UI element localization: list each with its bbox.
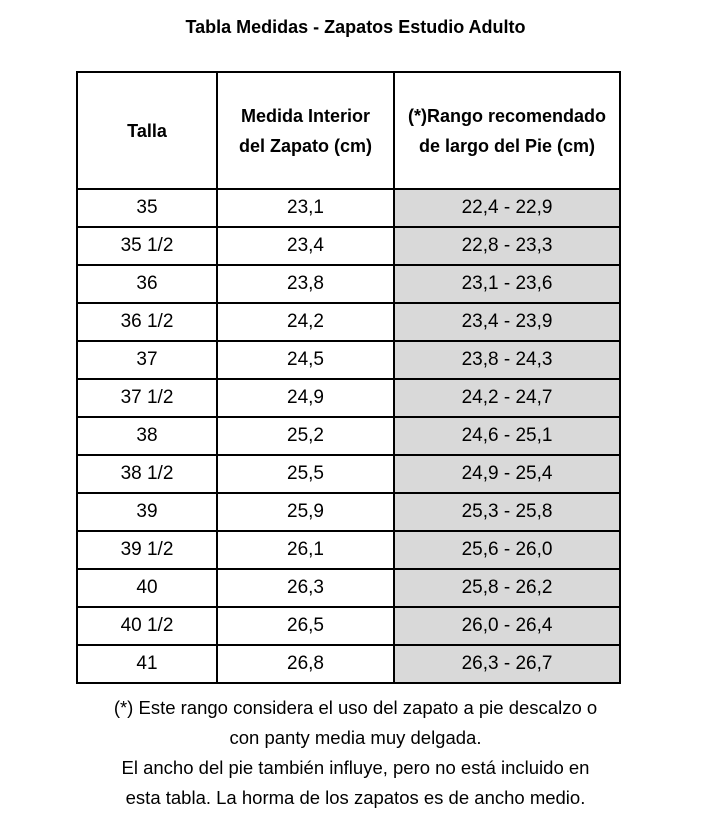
table-row (77, 379, 620, 417)
cell-rango-pie: 24,9 - 25,4 (394, 455, 620, 493)
table-row (77, 569, 620, 607)
cell-medida-interior: 23,1 (217, 189, 394, 227)
cell-rango-pie: 25,8 - 26,2 (394, 569, 620, 607)
cell-medida-interior: 23,8 (217, 265, 394, 303)
table-header-row (77, 72, 620, 189)
header-rango-recomendado (394, 72, 620, 189)
footnote-line: con panty media muy delgada. (229, 727, 482, 748)
cell-rango-pie: 24,6 - 25,1 (394, 417, 620, 455)
page-title: Tabla Medidas - Zapatos Estudio Adulto (185, 17, 526, 37)
footnote-line: esta tabla. La horma de los zapatos es de ancho medio. (125, 787, 586, 808)
footnote-line: (*) Este rango considera el uso del zapato a pie descalzo o (113, 697, 598, 718)
cell-medida-interior: 23,4 (217, 227, 394, 265)
table-row (77, 265, 620, 303)
table-row (77, 645, 620, 683)
cell-talla: 39 1/2 (77, 531, 217, 569)
cell-talla: 37 (77, 341, 217, 379)
cell-medida-interior: 26,3 (217, 569, 394, 607)
cell-talla: 40 1/2 (77, 607, 217, 645)
cell-talla: 39 (77, 493, 217, 531)
footnotes (0, 693, 711, 813)
header-rango-line-2: de largo del Pie (cm) (418, 135, 596, 156)
cell-talla: 38 1/2 (77, 455, 217, 493)
cell-talla: 35 (77, 189, 217, 227)
header-rango-line-1: (*)Rango recomendado (407, 105, 607, 126)
cell-rango-pie: 25,3 - 25,8 (394, 493, 620, 531)
table-row (77, 455, 620, 493)
cell-rango-pie: 22,4 - 22,9 (394, 189, 620, 227)
cell-talla: 36 (77, 265, 217, 303)
cell-medida-interior: 26,1 (217, 531, 394, 569)
cell-medida-interior: 26,8 (217, 645, 394, 683)
table-row (77, 227, 620, 265)
cell-talla: 35 1/2 (77, 227, 217, 265)
cell-rango-pie: 26,0 - 26,4 (394, 607, 620, 645)
cell-rango-pie: 23,4 - 23,9 (394, 303, 620, 341)
cell-rango-pie: 22,8 - 23,3 (394, 227, 620, 265)
cell-talla: 38 (77, 417, 217, 455)
header-talla-line: Talla (127, 120, 167, 141)
header-medida-line-2: del Zapato (cm) (238, 135, 372, 156)
cell-talla: 40 (77, 569, 217, 607)
table-row (77, 341, 620, 379)
table-row (77, 531, 620, 569)
cell-rango-pie: 23,8 - 24,3 (394, 341, 620, 379)
cell-medida-interior: 25,2 (217, 417, 394, 455)
header-medida-interior (217, 72, 394, 189)
header-medida-line-1: Medida Interior (240, 105, 370, 126)
size-table (76, 71, 621, 684)
cell-rango-pie: 26,3 - 26,7 (394, 645, 620, 683)
cell-medida-interior: 25,5 (217, 455, 394, 493)
table-row (77, 417, 620, 455)
header-talla (77, 72, 217, 189)
table-row (77, 607, 620, 645)
cell-medida-interior: 24,9 (217, 379, 394, 417)
cell-talla: 41 (77, 645, 217, 683)
table-row (77, 493, 620, 531)
cell-medida-interior: 24,2 (217, 303, 394, 341)
cell-rango-pie: 25,6 - 26,0 (394, 531, 620, 569)
cell-medida-interior: 24,5 (217, 341, 394, 379)
cell-rango-pie: 23,1 - 23,6 (394, 265, 620, 303)
cell-medida-interior: 26,5 (217, 607, 394, 645)
cell-talla: 37 1/2 (77, 379, 217, 417)
footnote-line: El ancho del pie también influye, pero no está incluido en (121, 757, 590, 778)
table-row (77, 189, 620, 227)
cell-rango-pie: 24,2 - 24,7 (394, 379, 620, 417)
table-row (77, 303, 620, 341)
cell-talla: 36 1/2 (77, 303, 217, 341)
cell-medida-interior: 25,9 (217, 493, 394, 531)
